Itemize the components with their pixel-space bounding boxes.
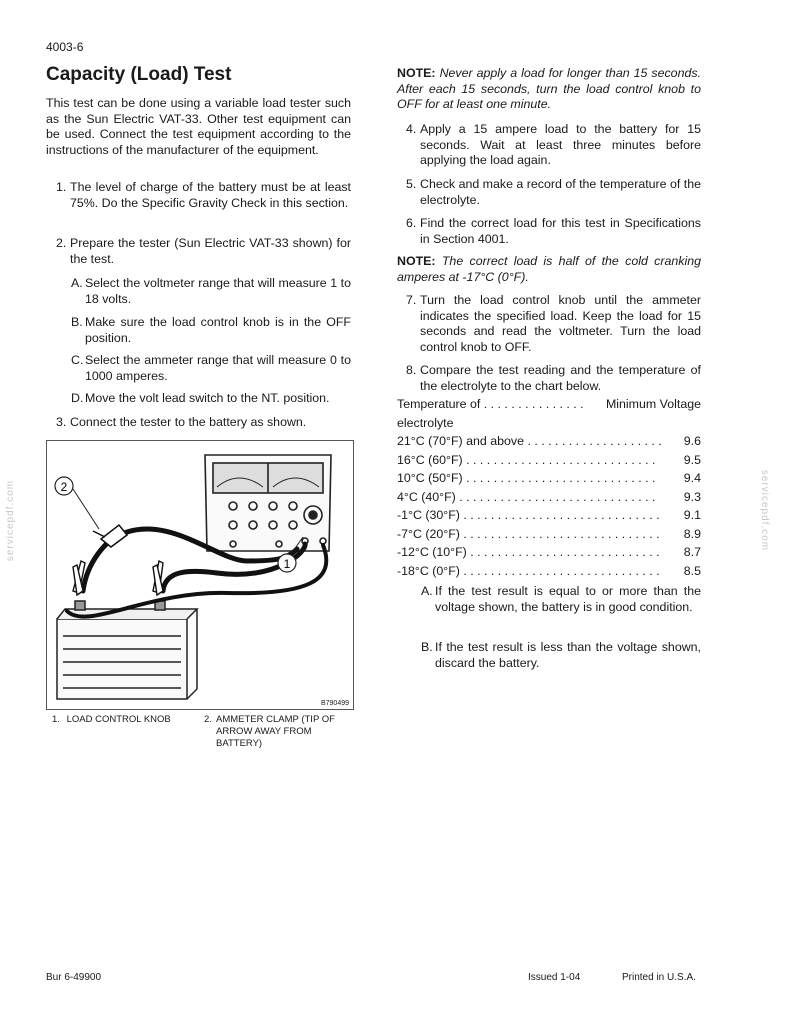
- svg-text:2: 2: [60, 480, 68, 494]
- table-row-voltage: 8.5: [683, 563, 701, 578]
- table-header-voltage: Minimum Voltage: [605, 397, 701, 411]
- step-number: 5.: [406, 177, 417, 191]
- step-text: The level of charge of the battery must be at least 75%. Do the Specific Gravity Check in this section.: [70, 180, 351, 210]
- battery-tester-illustration: [47, 441, 353, 709]
- table-header-temperature: Temperature of . . . . . . . . . . . . . . .: [397, 397, 584, 411]
- substep-letter: B.: [71, 315, 83, 329]
- load-tester: [205, 455, 331, 551]
- step-number: 1.: [56, 180, 67, 194]
- note-2: [397, 254, 701, 285]
- caption-number: 1.: [52, 714, 60, 725]
- note-label: NOTE:: [397, 254, 436, 268]
- footer-printed: Printed in U.S.A.: [622, 972, 696, 983]
- page-number: 4003-6: [46, 40, 84, 54]
- note-text: Never apply a load for longer than 15 seconds. After each 15 seconds, turn the load control knob to OFF for at least one minute.: [397, 66, 701, 111]
- table-header-electrolyte: electrolyte: [397, 416, 454, 430]
- table-row-voltage: 8.7: [683, 545, 701, 559]
- note-label: NOTE:: [397, 66, 436, 80]
- figure-caption-1: [52, 714, 192, 726]
- caption-number: 2.: [204, 714, 212, 725]
- step-text: Prepare the tester (Sun Electric VAT-33 shown) for the test.: [70, 236, 351, 266]
- substep-letter: A.: [71, 276, 83, 290]
- table-row-temperature: 16°C (60°F) . . . . . . . . . . . . . . . . . . . . . . . . . . . .: [397, 452, 656, 467]
- step-text: Apply a 15 ampere load to the battery for 15 seconds. Wait at least three minutes before applying the load again.: [420, 122, 701, 167]
- intro-paragraph: This test can be done using a variable load tester such as the Sun Electric VAT-33. Other test equipment can be used. Connect the test equipment according to the instructions of the manufacturer of the equipment.: [46, 96, 351, 157]
- table-row-temperature: 4°C (40°F) . . . . . . . . . . . . . . . . . . . . . . . . . . . . .: [397, 489, 656, 504]
- footer-document-number: Bur 6-49900: [46, 972, 102, 983]
- footer-issued: Issued 1-04: [528, 972, 581, 983]
- step-number: 2.: [56, 236, 67, 250]
- table-row-voltage: 9.1: [683, 508, 701, 522]
- table-row-temperature: 21°C (70°F) and above . . . . . . . . . . . . . . . . . . . .: [397, 434, 662, 448]
- step-text: Compare the test reading and the temperature of the electrolyte to the chart below.: [420, 363, 701, 393]
- substep-text: Move the volt lead switch to the NT. position.: [85, 391, 330, 405]
- step-number: 7.: [406, 293, 417, 307]
- tester-connection-figure: [46, 440, 354, 710]
- table-row-voltage: 8.9: [683, 526, 701, 541]
- step-text: Find the correct load for this test in Specifications in Section 4001.: [420, 216, 701, 246]
- section-title: Capacity (Load) Test: [46, 64, 232, 85]
- result-text: If the test result is equal to or more than the voltage shown, the battery is in good condition.: [435, 584, 701, 614]
- caption-text: AMMETER CLAMP (TIP OF ARROW AWAY FROM BATTERY): [216, 714, 335, 749]
- watermark-right: servicepdf.com: [759, 469, 771, 552]
- step-number: 4.: [406, 122, 417, 136]
- substep-letter: C.: [71, 353, 84, 367]
- result-text: If the test result is less than the voltage shown, discard the battery.: [435, 640, 701, 670]
- right-column: [397, 66, 701, 676]
- result-letter: A.: [421, 584, 433, 598]
- step-text: Connect the tester to the battery as shown.: [70, 415, 307, 429]
- table-row-voltage: 9.4: [683, 471, 701, 485]
- step-number: 6.: [406, 216, 417, 230]
- table-row-temperature: 10°C (50°F) . . . . . . . . . . . . . . . . . . . . . . . . . . . .: [397, 471, 656, 485]
- step-number: 8.: [406, 363, 417, 377]
- table-row-voltage: 9.6: [683, 434, 701, 448]
- note-text: The correct load is half of the cold cranking amperes at -17°C (0°F).: [397, 254, 701, 284]
- table-row-temperature: -7°C (20°F) . . . . . . . . . . . . . . . . . . . . . . . . . . . . .: [397, 526, 660, 541]
- substep-text: Select the ammeter range that will measure 0 to 1000 amperes.: [85, 353, 351, 383]
- figure-code: B790499: [320, 700, 349, 707]
- substep-letter: D.: [71, 391, 84, 405]
- step-text: Check and make a record of the temperature of the electrolyte.: [420, 177, 702, 207]
- step-text: Turn the load control knob until the ammeter indicates the specified load. Keep the load for 15 seconds and read the voltmeter. Turn the load control knob to OFF.: [420, 293, 701, 354]
- note-1: [397, 66, 701, 113]
- step-number: 3.: [56, 415, 67, 429]
- table-row-voltage: 9.3: [683, 489, 701, 504]
- watermark-left: servicepdf.com: [5, 479, 17, 562]
- table-row-voltage: 9.5: [683, 452, 701, 467]
- result-letter: B.: [421, 640, 433, 654]
- voltage-table: [397, 397, 701, 577]
- left-column: [46, 96, 351, 436]
- table-row-temperature: -1°C (30°F) . . . . . . . . . . . . . . . . . . . . . . . . . . . . .: [397, 508, 660, 522]
- callout-2: [55, 477, 99, 529]
- caption-text: LOAD CONTROL KNOB: [66, 714, 171, 725]
- svg-text:1: 1: [283, 557, 291, 571]
- substep-text: Select the voltmeter range that will measure 1 to 18 volts.: [85, 276, 351, 306]
- table-row-temperature: -18°C (0°F) . . . . . . . . . . . . . . . . . . . . . . . . . . . . .: [397, 563, 660, 578]
- substep-text: Make sure the load control knob is in the OFF position.: [85, 315, 351, 345]
- table-row-temperature: -12°C (10°F) . . . . . . . . . . . . . . . . . . . . . . . . . . . .: [397, 545, 660, 559]
